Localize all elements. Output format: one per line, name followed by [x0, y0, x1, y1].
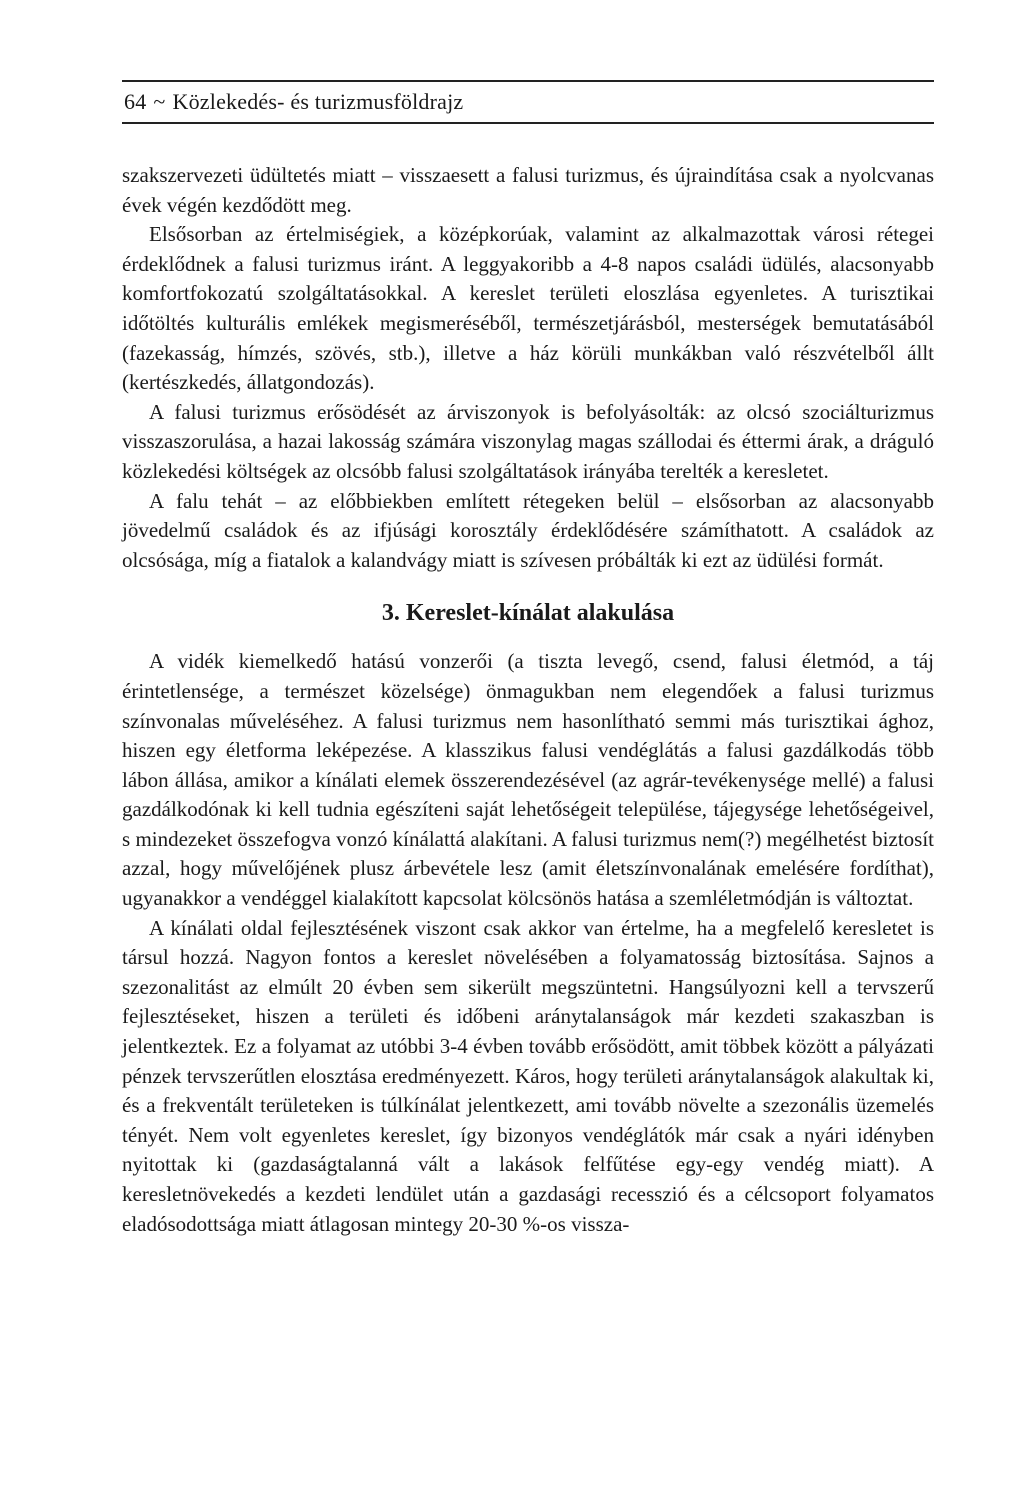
header-separator: ~: [153, 89, 166, 114]
header-rule-bottom: [122, 122, 934, 124]
header-rule-top: [122, 80, 934, 82]
paragraph: A falusi turizmus erősödését az árviszonyok is befolyásolták: az olcsó szociálturizmus visszaszorulása, a hazai lakosság számára viszonylag magas szállodai és éttermi árak, a dráguló közlekedési költségek az olcsóbb falusi szolgáltatások irányába terelték a keresletet.: [122, 399, 934, 483]
paragraph: A vidék kiemelkedő hatású vonzerői (a tiszta levegő, csend, falusi életmód, a táj érintetlensége, a természet közelsége) önmagukban nem elegendőek a falusi turizmus színvonalas műveléséhez. A falusi turizmus nem hasonlítható semmi más turisztikai ághoz, hiszen egy életforma leképezése. A klasszikus falusi vendéglátás a falusi gazdálkodás több lábon állása, amikor a kínálati elemek összerendezésével (az agrár-tevékenysége mellé) a falusi gazdálkodónak ki kell tudnia egészíteni saját lehetőségeit települése, tájegysége lehetőségeivel, s mindezeket összefogva vonzó kínálattá alakítani. A falusi turizmus nem(?) megélhetést biztosít azzal, hogy művelőjének plusz árbevétele lesz (amit életszínvonalának emelésére fordíthat), ugyanakkor a vendéggel kialakított kapcsolat kölcsönös hatása a szemléletmódján is változtat.: [122, 649, 934, 911]
section-heading: 3. Kereslet-kínálat alakulása: [381, 600, 675, 627]
paragraph: Elsősorban az értelmiségiek, a középkorúak, valamint az alkalmazottak városi rétegei érdeklődnek a falusi turizmus iránt. A leggyakoribb a 4-8 napos családi üdülés, alacsonyabb komfortfokozatú szolgáltatásokkal. A kereslet területi eloszlása egyenletes. A turisztikai időtöltés kulturális emlékek megismeréséből, természetjárásból, mesterségek bemutatásából (fazekasság, hímzés, szövés, stb.), illetve a ház körüli munkákban való részvételből állt (kertészkedés, állatgondozás).: [122, 222, 934, 395]
header-text: [124, 89, 463, 115]
paragraph: A falu tehát – az előbbiekben említett rétegeken belül – elsősorban az alacsonyabb jövedelmű családok és az ifjúsági korosztály érdeklődésére számíthatott. A családok az olcsósága, míg a fiatalok a kalandvágy miatt is szívesen próbálták ki ezt az üdülési formát.: [122, 488, 934, 572]
body-text: [122, 161, 934, 1239]
paragraph: szakszervezeti üdültetés miatt – visszaesett a falusi turizmus, és újraindítása csak a nyolcvanas évek végén kezdődött meg.: [122, 163, 934, 217]
paragraph: A kínálati oldal fejlesztésének viszont csak akkor van értelme, ha a megfelelő keresletet is társul hozzá. Nagyon fontos a kereslet növelésében a folyamatosság biztosítása. Sajnos a szezonalitást az elmúlt 20 évben sem sikerült megszüntetni. Hangsúlyozni kell a tervszerű fejlesztéseket, hiszen a területi és időbeni aránytalanságok már kezdeti szakaszban is jelentkeztek. Ez a folyamat az utóbbi 3-4 évben tovább erősödött, amit többek között a pályázati pénzek tervszerűtlen elosztása eredményezett. Káros, hogy területi aránytalanságok alakultak ki, és a frekventált területeken is túlkínálat jelentkezett, ami tovább növelte a szezonális üzemelés tényét. Nem volt egyenletes kereslet, így bizonyos vendéglátók már csak a nyári idényben nyitottak ki (gazdaságtalanná vált a lakások felfűtése egy-egy vendég miatt). A keresletnövekedés a kezdeti lendület után a gazdasági recesszió és a célcsoport folyamatos eladósodottsága miatt átlagosan mintegy 20-30 %-os vissza-: [122, 915, 934, 1236]
running-header: [122, 80, 934, 124]
page-number: 64: [124, 89, 147, 114]
book-title: Közlekedés- és turizmusföldrajz: [172, 89, 464, 114]
